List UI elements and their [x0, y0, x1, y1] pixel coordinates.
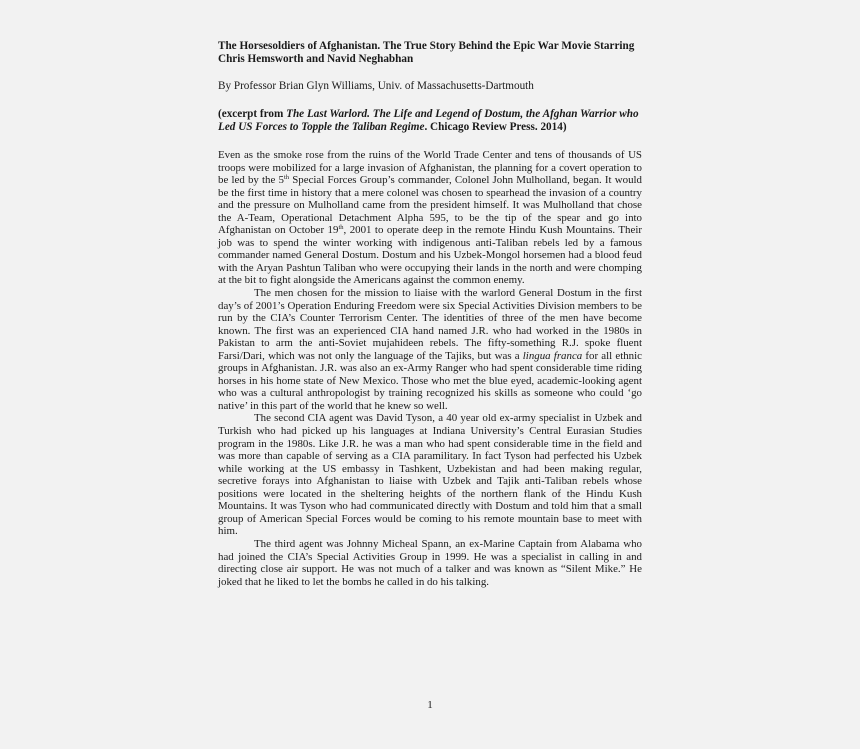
paragraph-2-text-b: for all ethnic groups in Afghanistan. J.R. was also an ex-Army Ranger who had spent considerable time riding horses in his home state of New Mexico. Those who met the blue eyed, academic-looking agent who was a cultural anthropologist by training recognized his skills as someone who could ‘go native’ in this part of the world that he knew so well.	[218, 349, 642, 412]
paragraph-3: The second CIA agent was David Tyson, a 40 year old ex-army specialist in Uzbek and Turkish who had picked up his languages at Indiana University’s Central Eurasian Studies program in the 1980s. Like J.R. he was a man who had spent considerable time in the field and was more than capable of serving as a CIA paramilitary. In fact Tyson had perfected his Uzbek while working at the US embassy in Tashkent, Uzbekistan and had been making regular, secretive forays into Afghanistan to liaise with Uzbek and Tajik anti-Taliban rebels whose positions were located in the sheltering heights of the northern flank of the Hindu Kush Mountains. It was Tyson who had communicated directly with Dostum and told him that a small group of American Special Forces would be coming to his remote mountain base to meet with him.	[218, 412, 642, 538]
paragraph-2	[218, 287, 642, 412]
ordinal-superscript: th	[283, 174, 290, 182]
paragraph-1-text-a: Even as the smoke rose from the ruins of the World Trade Center and tens of thousands of US troops were mobilized for a large invasion of Afghanistan, the planning for a covert operation to be led by the 5	[218, 149, 642, 187]
paragraph-2-italic: lingua franca	[522, 349, 583, 362]
paragraph-2-text-a: The men chosen for the mission to liaise with the warlord General Dostum in the first day’s of 2001’s Operation Enduring Freedom were six Special Activities Division members to be run by the CIA’s Counter Terrorism Center. The identities of three of the men have become known. The first was an experienced CIA hand named J.R. who had worked in the 1980s in Pakistan to arm the anti-Soviet mujahideen rebels. The fifty-something R.J. spoke fluent Farsi/Dari, which was not only the language of the Tajiks, but was a	[218, 287, 642, 362]
excerpt-prefix: (excerpt from	[218, 108, 287, 120]
excerpt-source	[218, 108, 642, 134]
document-title: The Horsesoldiers of Afghanistan. The True Story Behind the Epic War Movie Starring Chris Hemsworth and Navid Neghabhan	[218, 40, 635, 65]
book-title: The Last Warlord. The Life and Legend of Dostum, the Afghan Warrior who Led US Forces to Topple the Taliban Regime	[218, 108, 639, 133]
page-number: 1	[427, 699, 433, 711]
excerpt-suffix: . Chicago Review Press. 2014)	[424, 121, 567, 133]
paragraph-1-text-b: Special Forces Group’s commander, Colonel John Mulholland, began. It would be the first time in history that a mere colonel was chosen to spearhead the invasion of a country and the pressure on Mulholland came from the president himself. It was Mulholland that chose the A-Team, Operational Detachment Alpha 595, to be the tip of the spear and go into Afghanistan on October 19	[218, 174, 642, 237]
paragraph-1	[218, 149, 642, 287]
document-content	[218, 40, 642, 588]
paragraph-1-text-c: , 2001 to operate deep in the remote Hindu Kush Mountains. Their job was to spend the winter working with indigenous anti-Taliban rebels led by a famous commander named General Dostum. Dostum and his Uzbek-Mongol horsemen had a blood feud with the Aryan Pashtun Taliban who were occupying their lands in the north and were chomping at the bit to fight alongside the Americans against the common enemy.	[218, 224, 642, 287]
article-body	[218, 149, 642, 588]
author-byline: By Professor Brian Glyn Williams, Univ. of Massachusetts-Dartmouth	[218, 80, 534, 92]
ordinal-superscript: th	[338, 224, 344, 232]
paragraph-4: The third agent was Johnny Micheal Spann, an ex-Marine Captain from Alabama who had joined the CIA’s Special Activities Group in 1999. He was a specialist in calling in and directing close air support. He was not much of a talker and was known as “Silent Mike.” He joked that he liked to let the bombs he called in do his talking.	[218, 537, 642, 588]
